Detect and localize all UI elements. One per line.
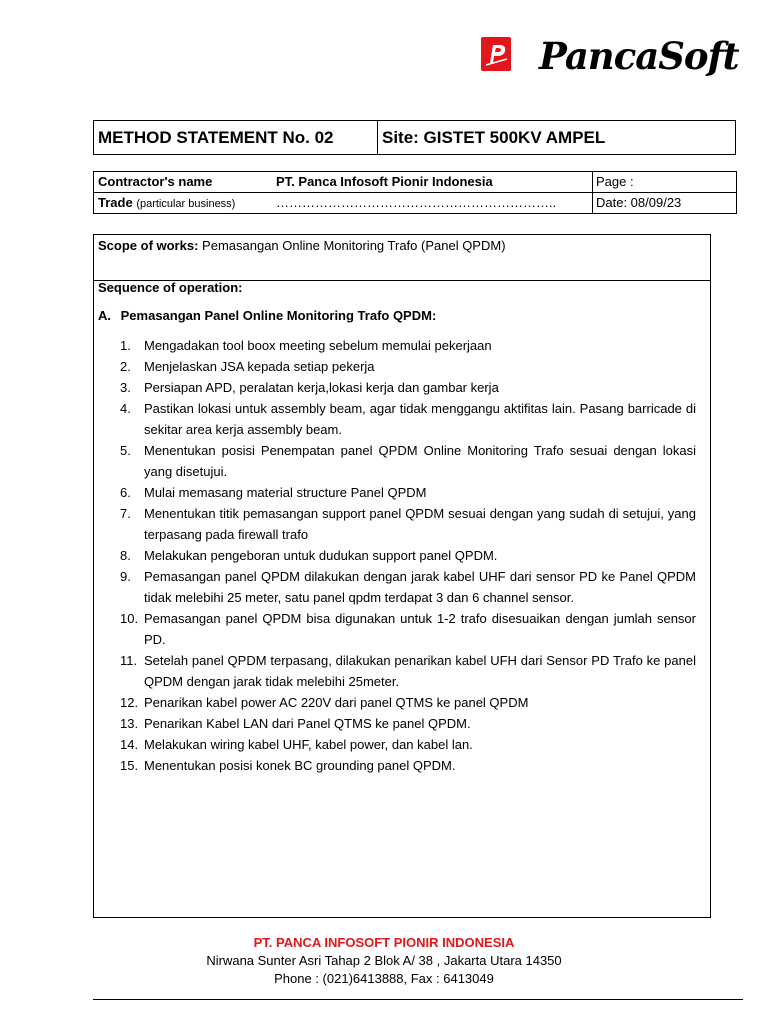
step-text: Menjelaskan JSA kepada setiap pekerja xyxy=(144,359,375,374)
step-text: Pemasangan panel QPDM bisa digunakan untuk 1-2 trafo disesuaikan dengan jumlah sensor PD. xyxy=(144,611,696,647)
list-item xyxy=(98,356,696,377)
footer xyxy=(0,934,768,988)
list-item xyxy=(98,440,696,482)
page-label: Page : xyxy=(596,174,634,189)
site-title: Site: GISTET 500KV AMPEL xyxy=(382,128,606,147)
list-item xyxy=(98,503,696,545)
step-number: 8. xyxy=(120,548,131,563)
sequence-title: Sequence of operation: xyxy=(98,280,243,295)
list-item xyxy=(98,545,696,566)
footer-company: PT. PANCA INFOSOFT PIONIR INDONESIA xyxy=(253,935,515,950)
step-number: 3. xyxy=(120,380,131,395)
section-title: Pemasangan Panel Online Monitoring Trafo QPDM: xyxy=(120,308,437,323)
section-heading xyxy=(98,308,436,323)
scope-value: Pemasangan Online Monitoring Trafo (Panel QPDM) xyxy=(202,238,506,253)
list-item xyxy=(98,692,696,713)
title-divider xyxy=(377,121,378,154)
step-number: 2. xyxy=(120,359,131,374)
step-number: 13. xyxy=(120,716,139,731)
title-box xyxy=(93,120,736,155)
info-col-divider xyxy=(592,172,593,213)
footer-address: Nirwana Sunter Asri Tahap 2 Blok A/ 38 , Jakarta Utara 14350 xyxy=(206,953,562,968)
footer-rule xyxy=(93,999,743,1000)
step-text: Melakukan wiring kabel UHF, kabel power, dan kabel lan. xyxy=(144,737,473,752)
trade-value: ……………………………………………………….. xyxy=(276,195,557,210)
section-letter: A. xyxy=(98,308,111,323)
date-label: Date: 08/09/23 xyxy=(596,195,682,210)
scope-label: Scope of works: xyxy=(98,238,199,253)
scope-box xyxy=(93,234,711,918)
footer-phone: Phone : (021)6413888, Fax : 6413049 xyxy=(274,971,494,986)
method-statement-title: METHOD STATEMENT No. 02 xyxy=(98,128,334,147)
step-number: 12. xyxy=(120,695,139,710)
step-text: Penarikan kabel power AC 220V dari panel QTMS ke panel QPDM xyxy=(144,695,529,710)
step-text: Pemasangan panel QPDM dilakukan dengan jarak kabel UHF dari sensor PD ke Panel QPDM tidak melebihi 25 meter, satu panel qpdm terdapat 3 dan 6 channel sensor. xyxy=(144,569,696,605)
step-number: 5. xyxy=(120,443,131,458)
step-number: 10. xyxy=(120,611,139,626)
step-text: Menentukan titik pemasangan support panel QPDM sesuai dengan yang sudah di setujui, yang terpasang pada firewall trafo xyxy=(144,506,696,542)
list-item xyxy=(98,650,696,692)
step-number: 14. xyxy=(120,737,139,752)
logo-text: PancaSoft xyxy=(539,34,739,78)
trade-note: (particular business) xyxy=(136,198,236,210)
scope-line xyxy=(98,238,506,253)
step-number: 9. xyxy=(120,569,131,584)
step-number: 6. xyxy=(120,485,131,500)
step-text: Mulai memasang material structure Panel QPDM xyxy=(144,485,427,500)
list-item xyxy=(98,608,696,650)
list-item xyxy=(98,335,696,356)
step-text: Persiapan APD, peralatan kerja,lokasi kerja dan gambar kerja xyxy=(144,380,499,395)
step-text: Penarikan Kabel LAN dari Panel QTMS ke panel QPDM. xyxy=(144,716,471,731)
list-item xyxy=(98,734,696,755)
step-number: 1. xyxy=(120,338,131,353)
contractor-value: PT. Panca Infosoft Pionir Indonesia xyxy=(276,174,493,189)
step-number: 11. xyxy=(120,653,138,668)
step-text: Menentukan posisi konek BC grounding panel QPDM. xyxy=(144,758,456,773)
step-number: 7. xyxy=(120,506,131,521)
step-number: 15. xyxy=(120,758,139,773)
trade-row-label xyxy=(98,195,235,210)
trade-label: Trade xyxy=(98,195,133,210)
list-item xyxy=(98,755,696,776)
info-row-divider xyxy=(94,192,736,193)
contractor-label: Contractor's name xyxy=(98,174,213,189)
steps-list xyxy=(98,335,696,776)
step-text: Melakukan pengeboran untuk dudukan support panel QPDM. xyxy=(144,548,498,563)
list-item xyxy=(98,482,696,503)
step-text: Setelah panel QPDM terpasang, dilakukan penarikan kabel UFH dari Sensor PD Trafo ke panel QPDM dengan jarak tidak melebihi 25meter. xyxy=(144,653,696,689)
step-text: Mengadakan tool boox meeting sebelum memulai pekerjaan xyxy=(144,338,492,353)
step-number: 4. xyxy=(120,401,131,416)
list-item xyxy=(98,713,696,734)
step-text: Pastikan lokasi untuk assembly beam, agar tidak menggangu aktifitas lain. Pasang barricade di sekitar area kerja assembly beam. xyxy=(144,401,696,437)
list-item xyxy=(98,377,696,398)
list-item xyxy=(98,398,696,440)
step-text: Menentukan posisi Penempatan panel QPDM Online Monitoring Trafo sesuai dengan lokasi yang disetujui. xyxy=(144,443,696,479)
list-item xyxy=(98,566,696,608)
company-logo xyxy=(481,34,741,78)
logo-mark-icon xyxy=(481,37,511,71)
info-table xyxy=(93,171,737,214)
